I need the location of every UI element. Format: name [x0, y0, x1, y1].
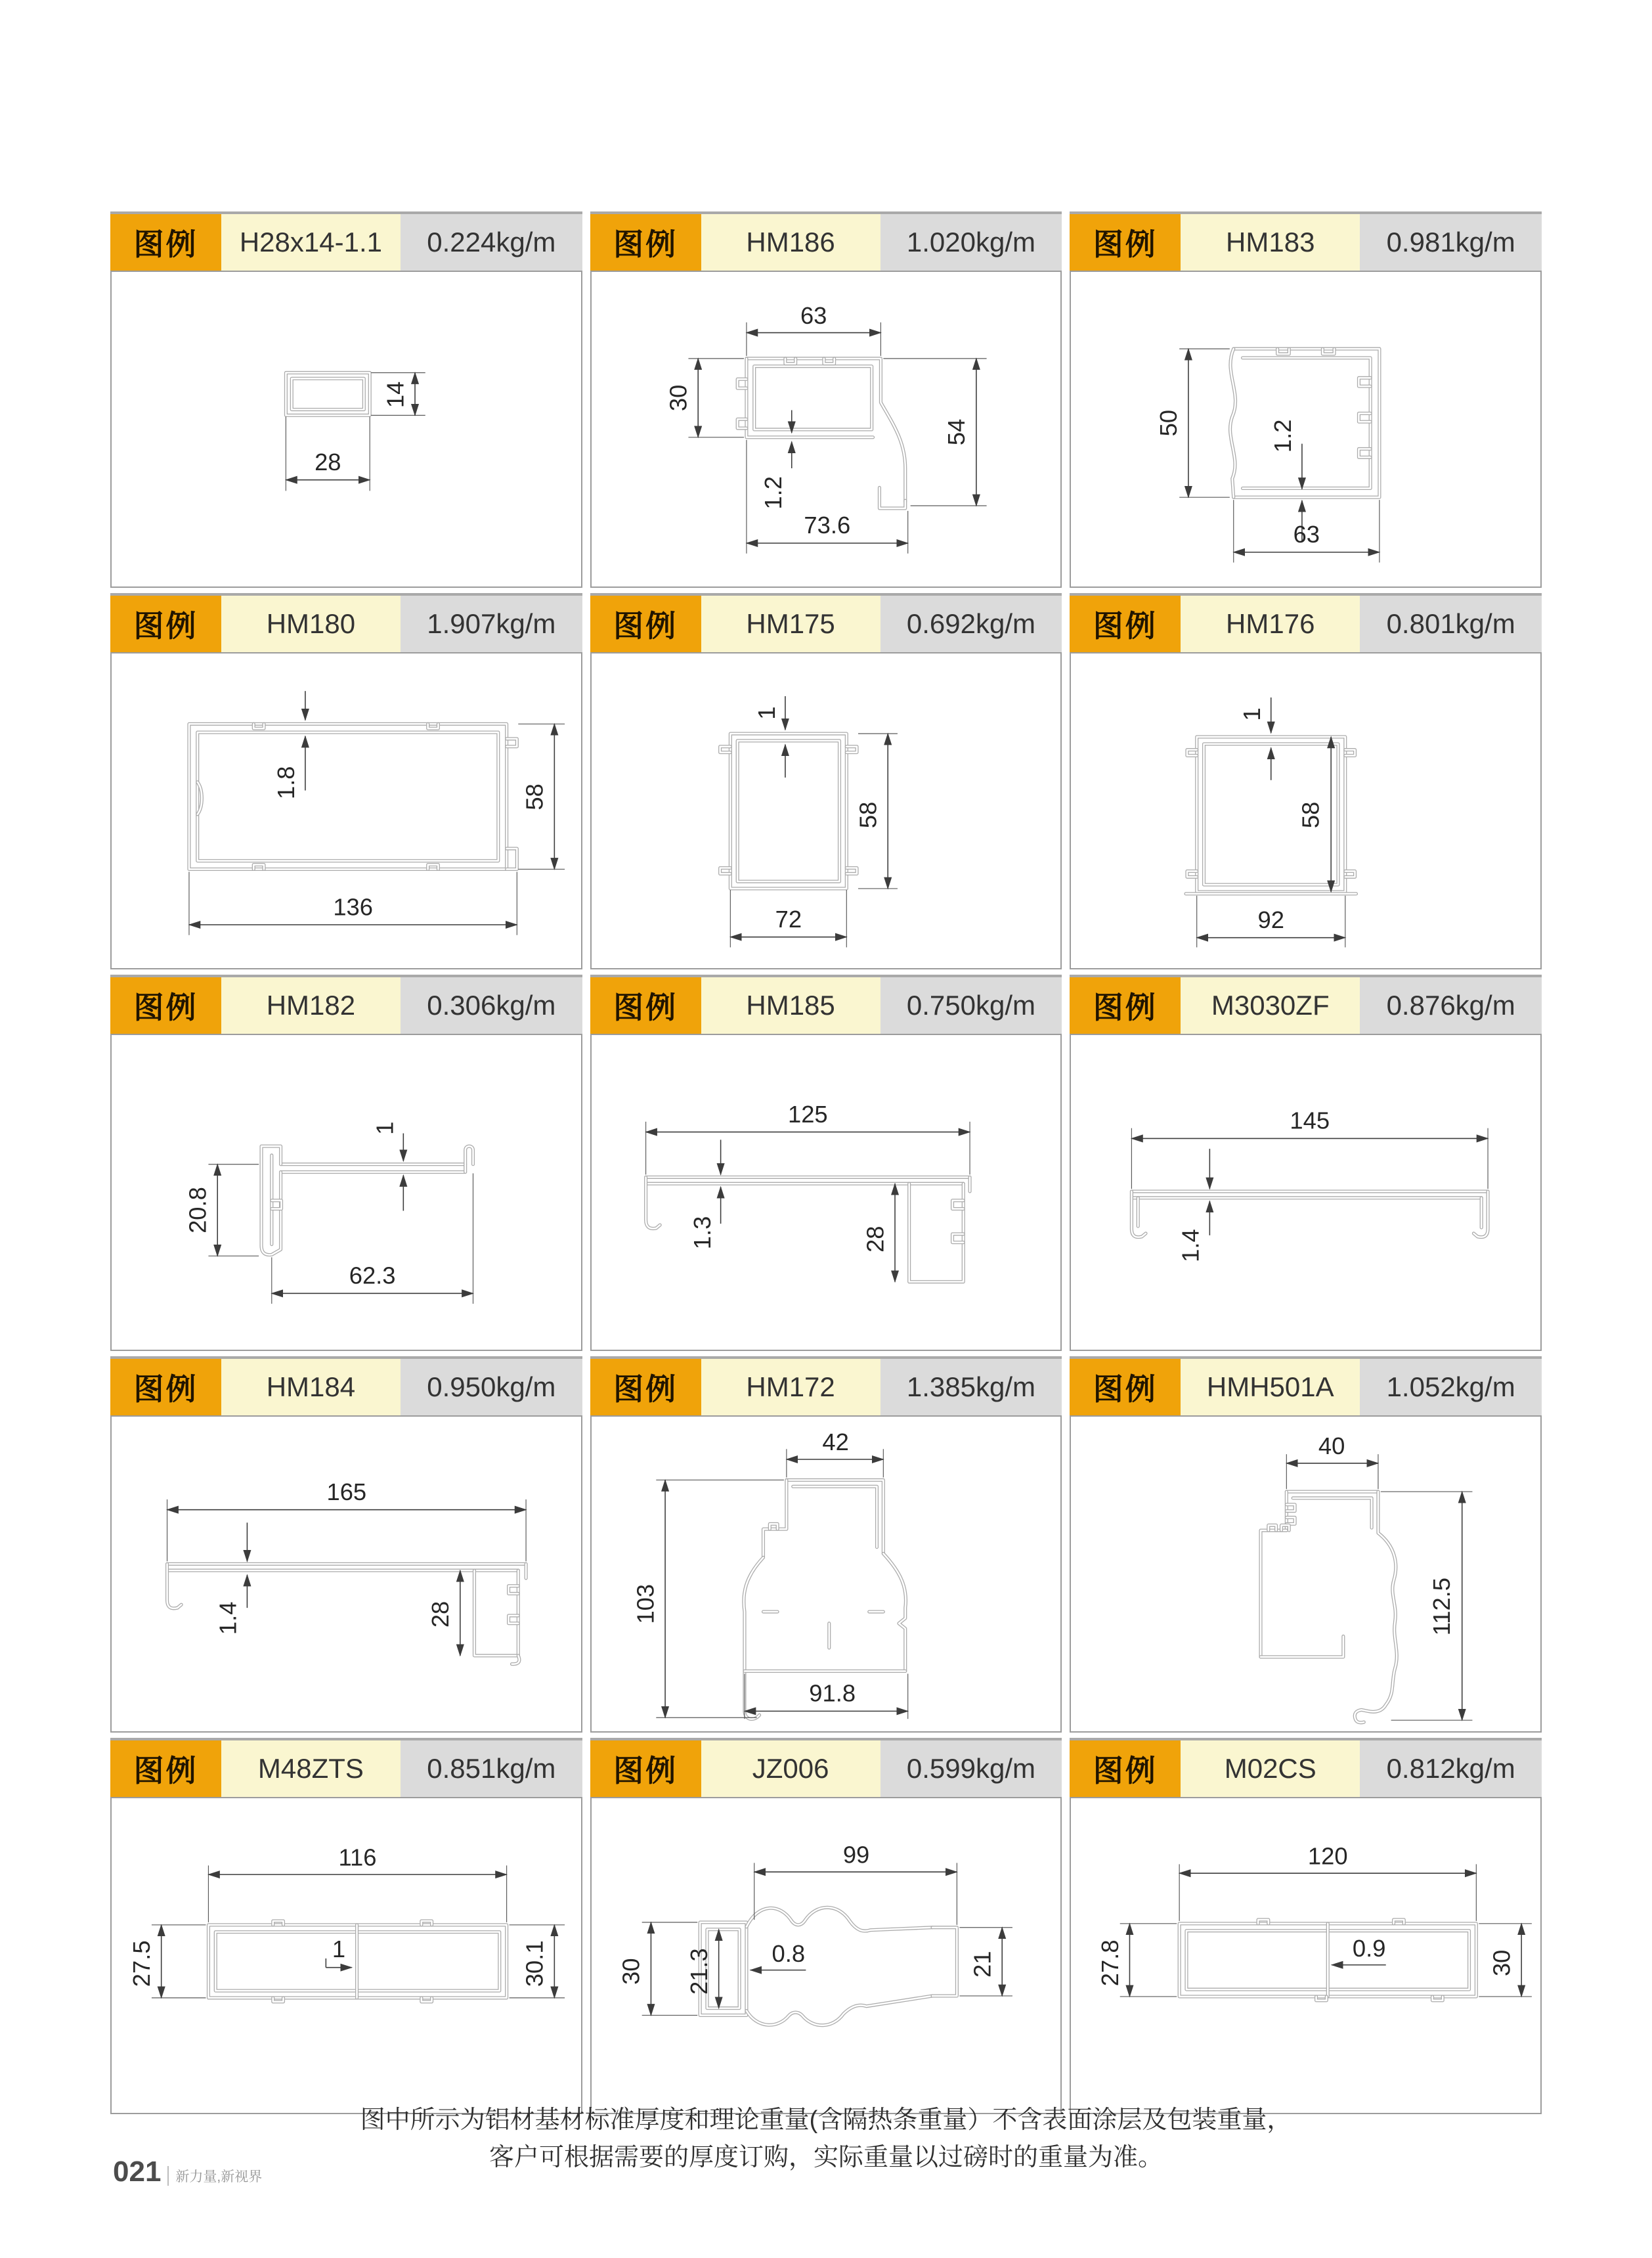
profile-outline	[189, 724, 517, 869]
dim-label: 1.3	[688, 1216, 716, 1250]
drawing-area	[590, 1034, 1062, 1351]
profile-weight: 0.599kg/m	[880, 1740, 1062, 1797]
dim-label: 103	[632, 1583, 659, 1624]
card-header	[110, 1738, 582, 1797]
profile-code: M3030ZF	[1181, 977, 1360, 1034]
profile-code: M48ZTS	[221, 1740, 401, 1797]
profile-drawing	[112, 1798, 581, 2113]
legend-badge: 图例	[590, 596, 701, 652]
dim-label: 0.8	[772, 1939, 805, 1967]
dim-label: 125	[787, 1100, 828, 1128]
legend-badge: 图例	[590, 1740, 701, 1797]
profile-drawing	[112, 1035, 581, 1350]
profile-weight: 0.851kg/m	[401, 1740, 582, 1797]
dim-label: 136	[333, 893, 373, 921]
dim-label: 116	[338, 1844, 377, 1871]
dim-label: 145	[1290, 1107, 1330, 1134]
dim-label: 1	[371, 1121, 399, 1135]
page-number: 021	[113, 2156, 162, 2188]
legend-badge: 图例	[1070, 977, 1181, 1034]
legend-badge: 图例	[1070, 596, 1181, 652]
dim-label: 20.8	[184, 1187, 211, 1233]
profile-outline	[286, 372, 370, 415]
dim-label: 91.8	[808, 1679, 856, 1707]
dimensions	[1132, 1107, 1489, 1262]
legend-badge: 图例	[110, 1359, 221, 1415]
dimensions	[1197, 697, 1345, 947]
dim-label: 112.5	[1428, 1577, 1456, 1636]
profile-drawing	[112, 272, 581, 587]
dim-label: 21	[968, 1951, 996, 1978]
dim-label: 1.8	[272, 766, 300, 800]
profile-code: HM172	[701, 1359, 880, 1415]
profile-card	[110, 1738, 582, 2114]
profile-code: H28x14-1.1	[221, 214, 401, 271]
drawing-area	[590, 652, 1062, 969]
profile-drawing	[112, 653, 581, 968]
legend-badge: 图例	[590, 1359, 701, 1415]
dim-label: 1	[752, 706, 780, 720]
dim-label: 28	[861, 1226, 888, 1252]
drawing-area	[110, 652, 582, 969]
profile-drawing	[1071, 1798, 1540, 2113]
profile-code: HM186	[701, 214, 880, 271]
card-header	[590, 211, 1062, 271]
profile-outline	[1230, 349, 1380, 497]
profile-drawing	[592, 1798, 1061, 2113]
dim-label: 54	[942, 418, 970, 446]
profile-weight: 0.876kg/m	[1360, 977, 1542, 1034]
profile-weight: 0.950kg/m	[401, 1359, 582, 1415]
dim-label: 50	[1155, 409, 1183, 437]
profile-code: HM182	[221, 977, 401, 1034]
dimensions	[645, 1101, 969, 1282]
profile-weight: 1.907kg/m	[401, 596, 582, 652]
card-header	[590, 975, 1062, 1034]
profile-drawing	[1071, 1417, 1540, 1731]
dimensions	[167, 1478, 527, 1656]
page-tagline: 新力量,新视界	[167, 2166, 262, 2186]
profile-code: HM176	[1181, 596, 1360, 652]
profile-outline	[1179, 1920, 1476, 2001]
profile-outline	[720, 734, 856, 889]
legend-badge: 图例	[590, 977, 701, 1034]
dimensions	[664, 302, 986, 554]
profile-code: HMH501A	[1181, 1359, 1360, 1415]
profile-drawing	[1071, 1035, 1540, 1350]
dim-label: 62.3	[349, 1262, 396, 1289]
profile-weight: 0.306kg/m	[401, 977, 582, 1034]
legend-badge: 图例	[110, 214, 221, 271]
dimensions	[286, 372, 425, 491]
dim-label: 21.3	[685, 1948, 712, 1995]
dim-label: 58	[1297, 801, 1324, 829]
profile-card	[110, 211, 582, 588]
legend-badge: 图例	[110, 977, 221, 1034]
dimensions	[185, 1122, 473, 1304]
profile-code: HM175	[701, 596, 880, 652]
dim-label: 63	[800, 301, 827, 329]
profile-weight: 0.812kg/m	[1360, 1740, 1542, 1797]
profile-code: HM183	[1181, 214, 1360, 271]
legend-badge: 图例	[110, 596, 221, 652]
drawing-area	[1070, 1797, 1542, 2114]
profile-drawing	[592, 1417, 1061, 1731]
legend-badge: 图例	[1070, 1359, 1181, 1415]
card-header	[590, 1738, 1062, 1797]
dimensions	[1156, 349, 1380, 562]
dim-label: 30	[1488, 1949, 1515, 1977]
profile-card	[110, 975, 582, 1351]
legend-badge: 图例	[1070, 1740, 1181, 1797]
dim-label: 72	[775, 905, 802, 933]
dim-label: 120	[1308, 1842, 1348, 1870]
card-header	[110, 1356, 582, 1415]
dim-label: 92	[1257, 906, 1285, 933]
profile-card	[1070, 211, 1542, 588]
dim-label: 165	[326, 1478, 367, 1505]
profile-card	[590, 975, 1062, 1351]
card-header	[1070, 975, 1542, 1034]
profile-weight: 0.750kg/m	[880, 977, 1062, 1034]
dim-label: 1.2	[759, 476, 787, 510]
card-header	[1070, 211, 1542, 271]
profile-weight: 0.224kg/m	[401, 214, 582, 271]
dim-label: 1.4	[214, 1601, 242, 1635]
profile-drawing	[1071, 653, 1540, 968]
drawing-area	[1070, 1415, 1542, 1733]
profile-drawing	[112, 1417, 581, 1731]
card-header	[1070, 1356, 1542, 1415]
dim-label: 99	[842, 1841, 869, 1869]
drawing-area	[590, 271, 1062, 588]
profile-weight: 1.020kg/m	[880, 214, 1062, 271]
profile-weight: 0.692kg/m	[880, 596, 1062, 652]
dim-label: 27.8	[1097, 1939, 1124, 1987]
drawing-area	[110, 1034, 582, 1351]
profile-code: JZ006	[701, 1740, 880, 1797]
profile-outline	[1261, 1492, 1397, 1723]
profile-drawing	[592, 1035, 1061, 1350]
card-header	[110, 211, 582, 271]
footer-note-line2: 客户可根据需要的厚度订购，实际重量以过磅时的重量为准。	[489, 2144, 1163, 2171]
dim-label: 1	[332, 1935, 346, 1962]
profile-code: HM184	[221, 1359, 401, 1415]
profile-card	[1070, 1356, 1542, 1733]
drawing-area	[110, 1415, 582, 1733]
page-footer	[113, 2156, 262, 2188]
dim-label: 0.9	[1353, 1934, 1386, 1962]
dim-label: 1	[1238, 707, 1266, 721]
card-header	[1070, 1738, 1542, 1797]
profile-code: M02CS	[1181, 1740, 1360, 1797]
card-header	[590, 593, 1062, 652]
legend-badge: 图例	[110, 1740, 221, 1797]
dim-label: 42	[822, 1428, 849, 1456]
profile-card	[1070, 1738, 1542, 2114]
profile-card	[590, 211, 1062, 588]
drawing-area	[110, 271, 582, 588]
profile-code: HM185	[701, 977, 880, 1034]
profile-outline	[700, 1907, 957, 2025]
profile-drawing	[1071, 272, 1540, 587]
card-header	[110, 593, 582, 652]
dim-label: 1.4	[1177, 1229, 1204, 1262]
profile-weight: 1.052kg/m	[1360, 1359, 1542, 1415]
drawing-area	[1070, 271, 1542, 588]
profile-weight: 0.981kg/m	[1360, 214, 1542, 271]
dim-label: 63	[1293, 521, 1320, 548]
legend-badge: 图例	[1070, 214, 1181, 271]
dim-label: 30	[617, 1958, 645, 1985]
profile-weight: 1.385kg/m	[880, 1359, 1062, 1415]
profile-drawing	[592, 272, 1061, 587]
dim-label: 1.2	[1269, 419, 1297, 453]
profile-outline	[208, 1921, 506, 2002]
profile-card	[590, 593, 1062, 969]
profile-outline	[261, 1146, 473, 1254]
dim-label: 58	[521, 784, 548, 810]
dimensions	[1097, 1842, 1532, 1997]
card-header	[590, 1356, 1062, 1415]
legend-badge: 图例	[590, 214, 701, 271]
profile-drawing	[592, 653, 1061, 968]
dim-label: 30	[664, 384, 692, 412]
dimensions	[189, 691, 565, 935]
drawing-area	[1070, 1034, 1542, 1351]
profile-card	[1070, 975, 1542, 1351]
drawing-area	[590, 1797, 1062, 2114]
profile-card	[1070, 593, 1542, 969]
dim-label: 58	[854, 801, 882, 829]
dim-label: 28	[427, 1601, 454, 1628]
footer-note-line1: 图中所示为铝材基材标准厚度和理论重量(含隔热条重量）不含表面涂层及包装重量，	[360, 2106, 1292, 2134]
profile-card	[110, 593, 582, 969]
dim-label: 73.6	[804, 512, 850, 539]
profile-card	[590, 1356, 1062, 1733]
dim-label: 14	[381, 381, 409, 409]
card-header	[110, 975, 582, 1034]
profile-card	[590, 1738, 1062, 2114]
profile-code: HM180	[221, 596, 401, 652]
dimensions	[1287, 1432, 1473, 1720]
profile-weight: 0.801kg/m	[1360, 596, 1542, 652]
dim-label: 30.1	[521, 1940, 548, 1987]
dim-label: 28	[315, 448, 341, 476]
drawing-area	[1070, 652, 1542, 969]
drawing-area	[110, 1797, 582, 2114]
dim-label: 27.5	[127, 1940, 155, 1987]
drawing-area	[590, 1415, 1062, 1733]
dimensions	[632, 1428, 907, 1719]
profile-catalog-grid	[110, 211, 1542, 2114]
profile-card	[110, 1356, 582, 1733]
card-header	[1070, 593, 1542, 652]
dim-label: 40	[1318, 1432, 1345, 1460]
